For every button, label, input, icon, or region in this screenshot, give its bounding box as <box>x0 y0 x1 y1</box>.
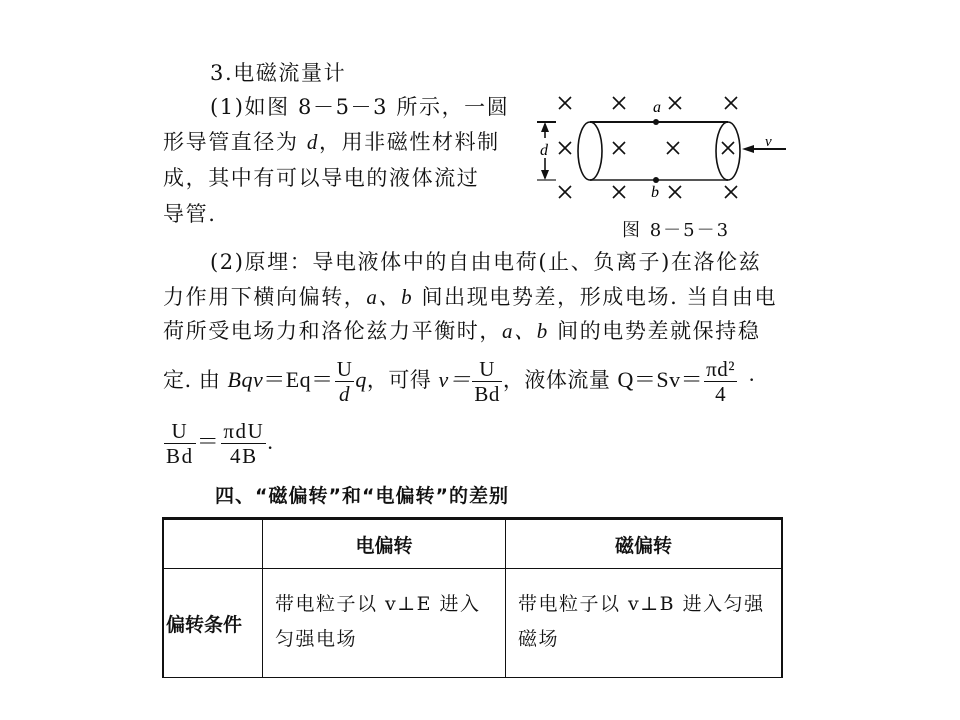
formula-v: v＝ <box>438 367 472 392</box>
equals-sign: ＝ <box>196 429 221 454</box>
fraction-u-over-d: $\frac{U}{d}$ <box>336 357 353 406</box>
fraction-pi-du-over-4b: $\frac{\text{πdU}}{4B}$ <box>223 419 265 468</box>
velocity-label: v <box>765 134 772 150</box>
paragraph-1-line-4: 导管. <box>163 202 217 226</box>
figure-caption: 图 8－5－3 <box>622 220 731 241</box>
paragraph-1-line-1: (1)如图 8－5－3 所示，一圆 <box>210 95 510 119</box>
formula-bqv: Bqv＝Eq＝ <box>227 367 334 392</box>
paragraph-2-formula-line-2 <box>163 419 275 468</box>
diameter-label: d <box>540 142 548 159</box>
paragraph-1-line-3: 成，其中有可以导电的液体流过 <box>163 166 480 190</box>
table-header-row <box>163 519 782 569</box>
formula-q: q <box>355 367 367 392</box>
fraction-u-over-bd: $\frac{U}{Bd}$ <box>166 419 194 468</box>
paragraph-2-line-2 <box>163 284 777 310</box>
text: ，可得 <box>366 368 439 392</box>
variable-d: d <box>306 130 319 154</box>
text: ，用非磁性材料制 <box>318 130 500 154</box>
text: 力作用下横向偏转， <box>163 285 367 309</box>
point-b-label: b <box>651 184 659 201</box>
paragraph-2-formula-line <box>163 357 756 406</box>
point-a-label: a <box>653 99 661 116</box>
magnetic-field-cross-icon <box>559 97 737 198</box>
text: 定. 由 <box>163 368 228 392</box>
paragraph-1-line-2 <box>163 129 500 155</box>
deflection-comparison-table <box>162 517 783 678</box>
cell-magnetic-condition: 带电粒子以 v⊥B 进入匀强磁场 <box>506 569 783 678</box>
fraction-u-over-bd: $\frac{U}{Bd}$ <box>474 357 500 406</box>
cell-electric-condition: 带电粒子以 v⊥E 进入匀强电场 <box>263 569 506 678</box>
paragraph-2-line-3 <box>163 318 761 344</box>
variables-ab: a、b <box>502 319 549 343</box>
text: ，液体流量 <box>502 368 618 392</box>
table-header-empty <box>163 519 263 569</box>
period: . <box>267 429 275 454</box>
fraction-pi-d2-over-4: $\frac{\text{πd²}}{4}$ <box>706 357 736 406</box>
variables-ab: a、b <box>366 285 414 309</box>
table-header-electric: 电偏转 <box>263 519 506 569</box>
paragraph-2-line-1: (2)原埋：导电液体中的自由电荷(止、负离子)在洛伦兹 <box>210 250 762 274</box>
section-4-heading: 四、“磁偏转”和“电偏转”的差别 <box>215 485 509 507</box>
text: 间出现电势差，形成电场. 当自由电 <box>413 285 778 309</box>
section-title: 3.电磁流量计 <box>210 61 347 85</box>
table-header-magnetic: 磁偏转 <box>506 519 783 569</box>
formula-q-flow: Q＝Sv＝ <box>617 367 704 392</box>
text: 形导管直径为 <box>163 130 307 154</box>
multiply-dot: · <box>748 367 756 392</box>
table-row <box>163 569 782 678</box>
row-label-deflection-condition: 偏转条件 <box>163 569 263 678</box>
text: 荷所受电场力和洛伦兹力平衡时， <box>163 319 502 343</box>
text: 间的电势差就保持稳 <box>548 319 761 343</box>
